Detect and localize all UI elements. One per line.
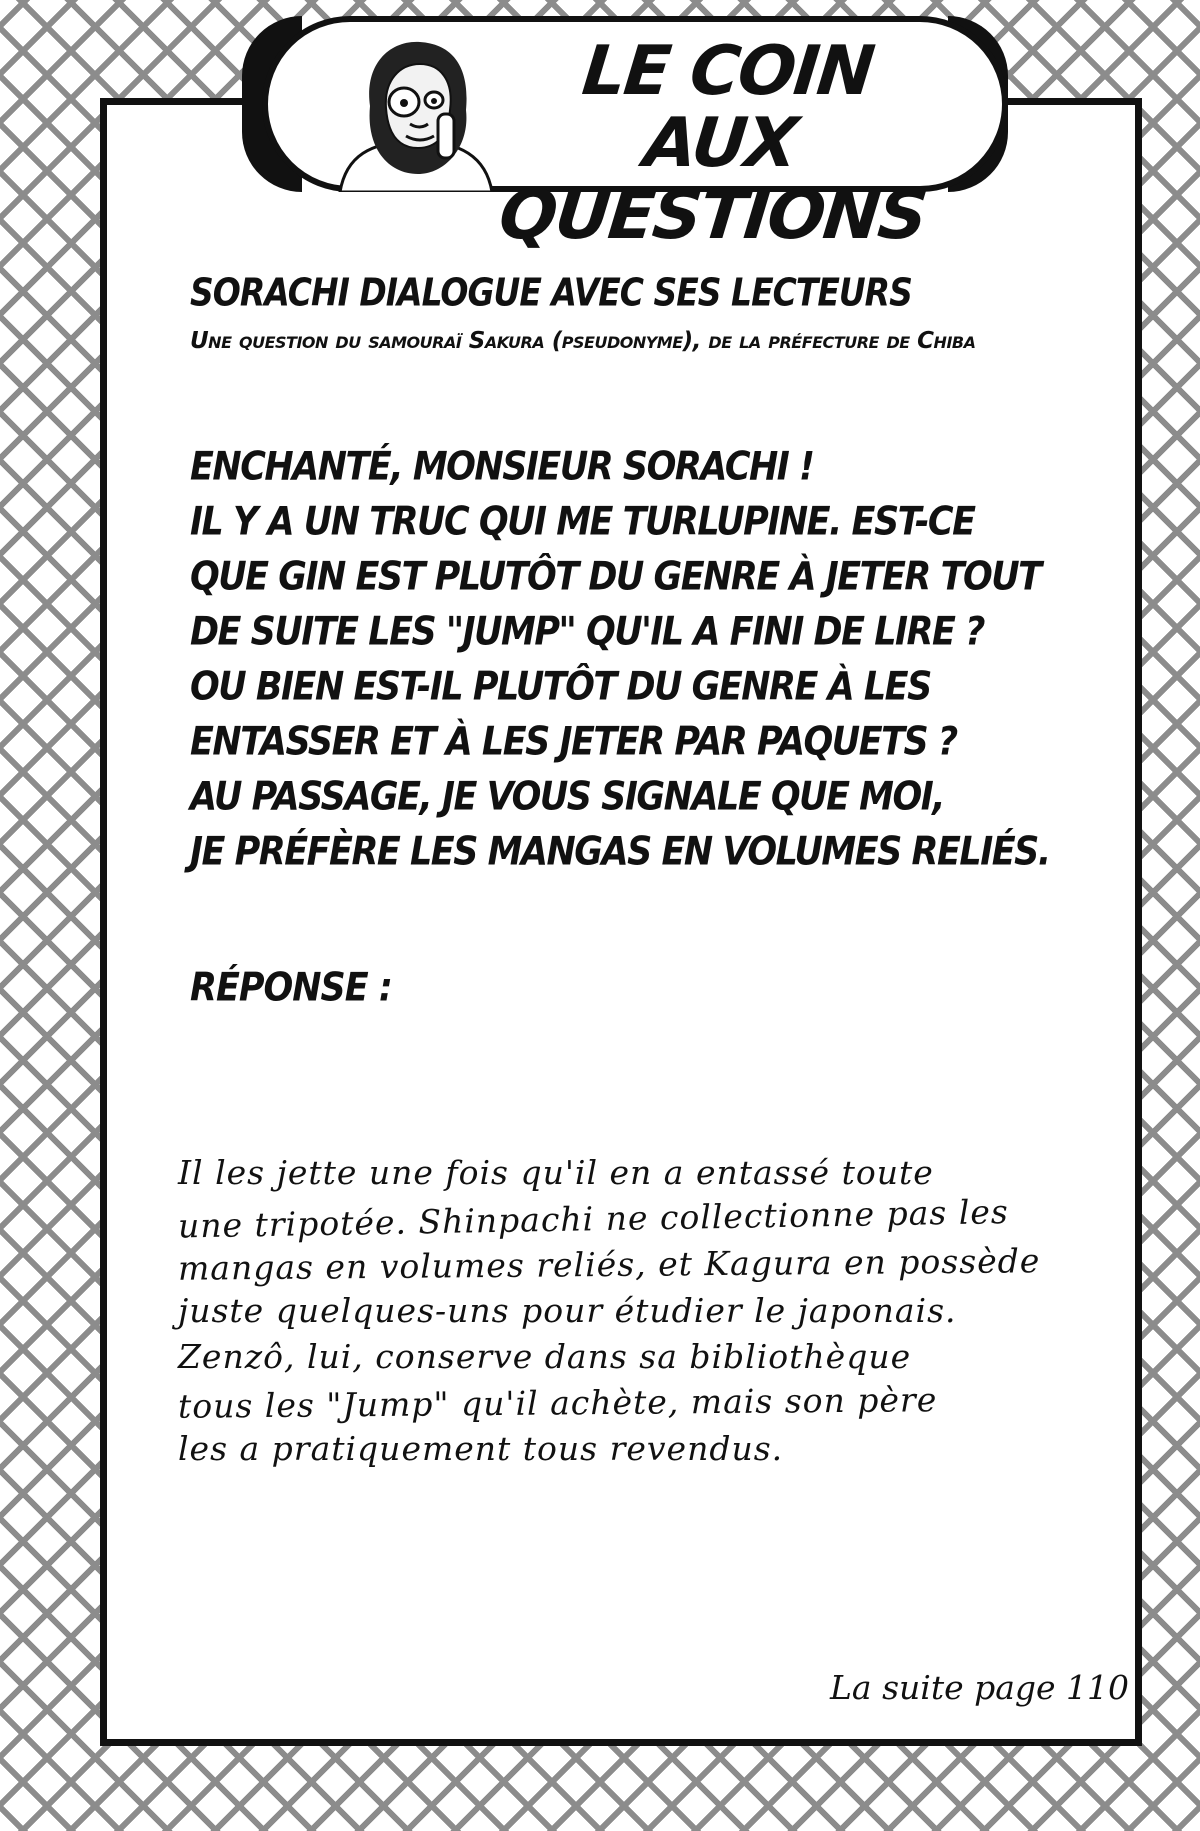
- title-line-1: LE COIN: [578, 32, 877, 111]
- answer-line: juste quelques-uns pour étudier le japonais.: [178, 1291, 957, 1330]
- answer-line: les a pratiquement tous revendus.: [178, 1429, 784, 1468]
- answer-label: RÉPONSE :: [190, 966, 392, 1011]
- answer-line: Il les jette une fois qu'il en a entassé toute: [178, 1153, 934, 1192]
- answer-line: Zenzô, lui, conserve dans sa bibliothèque: [178, 1337, 912, 1376]
- question-line: ENTASSER ET À LES JETER PAR PAQUETS ?: [190, 719, 957, 765]
- answer-text: [178, 1150, 1040, 1472]
- question-line: AU PASSAGE, JE VOUS SIGNALE QUE MOI,: [190, 774, 945, 820]
- question-line: QUE GIN EST PLUTÔT DU GENRE À JETER TOUT: [190, 554, 1041, 600]
- continue-note: La suite page 110: [830, 1668, 1130, 1707]
- question-text: [190, 440, 1050, 880]
- author-mascot-icon: [330, 36, 502, 192]
- question-line: OU BIEN EST-IL PLUTÔT DU GENRE À LES: [190, 664, 931, 710]
- question-source: Une question du samouraï Sakura (pseudonyme), de la préfecture de Chiba: [190, 328, 976, 354]
- question-line: JE PRÉFÈRE LES MANGAS EN VOLUMES RELIÉS.: [190, 829, 1050, 875]
- title-line-2: AUX QUESTIONS: [495, 104, 930, 255]
- answer-line: tous les "Jump" qu'il achète, mais son père: [177, 1380, 938, 1426]
- question-line: DE SUITE LES "JUMP" QU'IL A FINI DE LIRE ?: [190, 609, 984, 655]
- question-line: ENCHANTÉ, MONSIEUR SORACHI !: [190, 444, 814, 490]
- question-heading: SORACHI DIALOGUE AVEC SES LECTEURS: [190, 270, 912, 315]
- question-line: IL Y A UN TRUC QUI ME TURLUPINE. EST-CE: [190, 499, 975, 545]
- page-title: [479, 32, 962, 255]
- answer-line: mangas en volumes reliés, et Kagura en possède: [177, 1241, 1041, 1288]
- answer-line: une tripotée. Shinpachi ne collectionne pas les: [177, 1192, 1010, 1246]
